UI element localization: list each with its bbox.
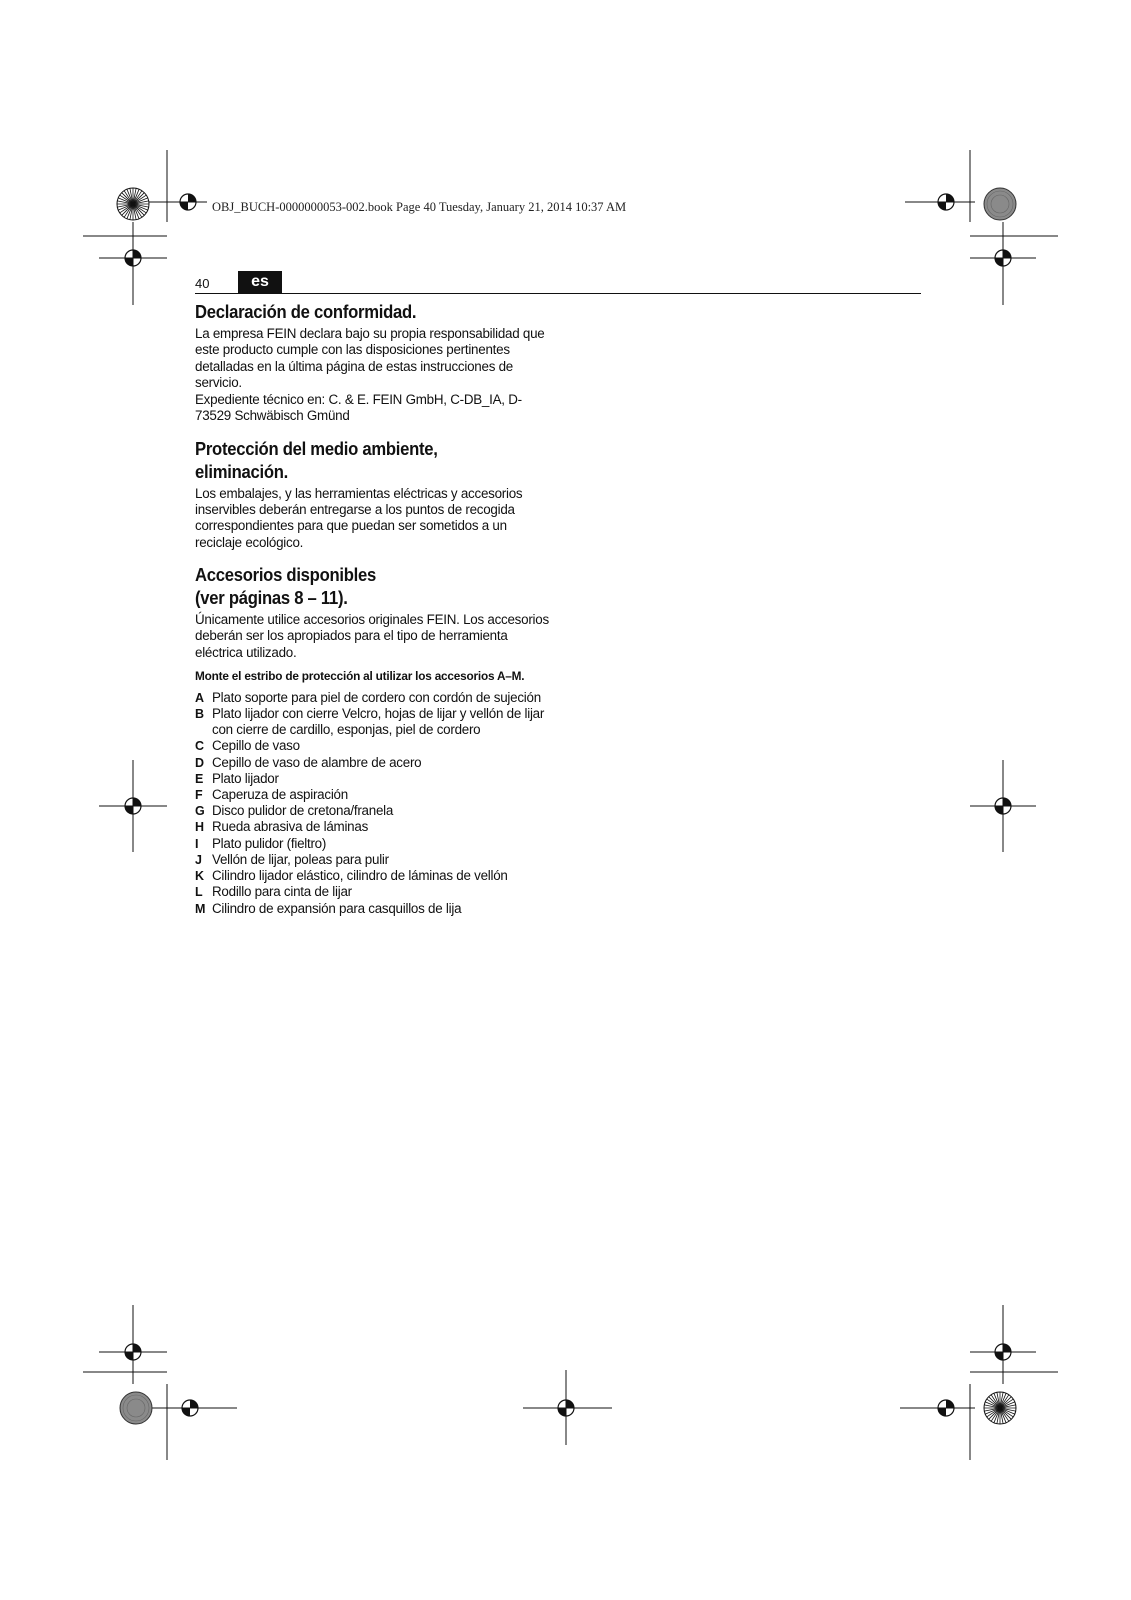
item-text: Cilindro de expansión para casquillos de lija [212, 900, 462, 916]
environment-section [195, 437, 555, 551]
item-text: Rodillo para cinta de lijar [212, 884, 352, 900]
item-text: Plato soporte para piel de cordero con cordón de sujeción [212, 689, 541, 705]
item-key: I [195, 836, 199, 851]
environment-body: Los embalajes, y las herramientas eléctricas y accesorios inservibles deberán entregarse a los puntos de recogida correspondientes para que puedan ser sometidos a un reciclaje ecológico. [195, 485, 523, 550]
list-item [195, 836, 555, 852]
item-key: E [195, 771, 204, 786]
declaration-section [195, 300, 555, 425]
item-key: B [195, 707, 204, 722]
item-key: H [195, 820, 204, 835]
declaration-heading: Declaración de conformidad. [195, 301, 417, 322]
item-key: D [195, 755, 204, 770]
language-tab: es [238, 271, 282, 293]
environment-heading [195, 437, 519, 483]
list-item [195, 803, 555, 819]
list-item [195, 738, 555, 754]
header-rule [195, 293, 921, 294]
item-key: J [195, 852, 202, 867]
item-key: F [195, 788, 203, 803]
accessories-section [195, 563, 555, 917]
environment-heading-line1: Protección del medio ambiente, [195, 437, 438, 459]
item-text: Cilindro lijador elástico, cilindro de láminas de vellón [212, 868, 508, 884]
accessories-note: Monte el estribo de protección al utilizar los accesorios A–M. [195, 668, 525, 683]
item-text: Plato lijador con cierre Velcro, hojas de lijar y vellón de lijar con cierre de cardillo, esponjas, piel de cordero [212, 706, 545, 738]
environment-heading-line2: eliminación. [195, 460, 288, 482]
item-key: C [195, 739, 204, 754]
list-item [195, 690, 555, 706]
list-item [195, 884, 555, 900]
declaration-body: La empresa FEIN declara bajo su propia responsabilidad que este producto cumple con las disposiciones pertinentes detalladas en la última página de estas instrucciones de servicio. [195, 326, 545, 390]
item-text: Disco pulidor de cretona/franela [212, 803, 394, 819]
item-text: Plato lijador [212, 770, 279, 786]
accessories-heading [195, 563, 519, 609]
print-slug: OBJ_BUCH-0000000053-002.book Page 40 Tuesday, January 21, 2014 10:37 AM [212, 200, 627, 214]
item-text: Plato pulidor (fieltro) [212, 835, 327, 851]
technical-file: Expediente técnico en: C. & E. FEIN GmbH, C-DB_IA, D-73529 Schwäbisch Gmünd [195, 392, 522, 424]
accessories-heading-line2: (ver páginas 8 – 11). [195, 586, 348, 608]
list-item [195, 706, 555, 738]
list-item [195, 819, 555, 835]
item-text: Cepillo de vaso de alambre de acero [212, 754, 422, 770]
item-key: K [195, 869, 204, 884]
item-key: G [195, 804, 205, 819]
list-item [195, 868, 555, 884]
item-text: Caperuza de aspiración [212, 787, 348, 803]
accessories-body: Únicamente utilice accesorios originales FEIN. Los accesorios deberán ser los apropiados para el tipo de herramienta eléctrica utilizado. [195, 611, 549, 660]
accessories-list [195, 690, 555, 917]
item-text: Vellón de lijar, poleas para pulir [212, 851, 389, 867]
list-item [195, 787, 555, 803]
list-item [195, 901, 555, 917]
list-item [195, 852, 555, 868]
main-column [195, 300, 555, 929]
list-item [195, 771, 555, 787]
item-text: Rueda abrasiva de láminas [212, 819, 369, 835]
item-key: A [195, 690, 204, 705]
page-number: 40 [195, 276, 210, 291]
item-text: Cepillo de vaso [212, 738, 300, 754]
list-item [195, 755, 555, 771]
accessories-heading-line1: Accesorios disponibles [195, 563, 376, 585]
item-key: M [195, 901, 206, 916]
item-key: L [195, 885, 203, 900]
